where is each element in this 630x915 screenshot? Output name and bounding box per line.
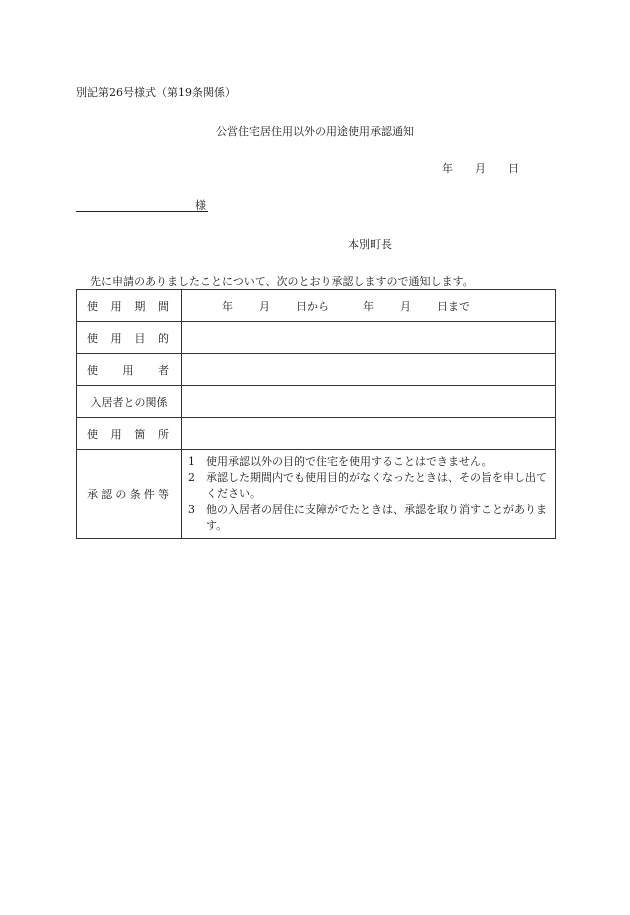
conditions-label: 承 認 の 条 件 等 [77, 450, 182, 539]
table-row-period [77, 290, 556, 322]
relation-value [182, 386, 556, 418]
document-title: 公営住宅居住用以外の用途使用承認通知 [216, 125, 414, 138]
date-day-label: 日 [508, 162, 519, 175]
issue-date [442, 160, 519, 176]
addressee-honorific: 様 [195, 199, 206, 212]
period-label: 使 用 期 間 [77, 290, 182, 322]
period-year-end: 年 [363, 299, 374, 313]
purpose-value [182, 322, 556, 354]
table-row-purpose [77, 322, 556, 354]
relation-label: 入居者との関係 [77, 386, 182, 418]
issuer: 本別町長 [348, 238, 392, 251]
period-value [182, 290, 556, 322]
addressee-line [76, 199, 208, 212]
condition-item: 2 承認した期間内でも使用目的がなくなったときは、その旨を申し出てください。 [188, 471, 547, 500]
table-row-relation [77, 386, 556, 418]
form-number: 別記第26号様式（第19条関係） [76, 86, 236, 99]
user-value [182, 354, 556, 386]
period-day-end: 日まで [437, 299, 470, 313]
condition-item: 3 他の入居者の居住に支障がでたときは、承認を取り消すことがあります。 [188, 503, 547, 532]
location-value [182, 418, 556, 450]
date-year-label: 年 [442, 162, 453, 175]
conditions-value [182, 450, 556, 539]
period-day-start: 日から [296, 299, 329, 313]
purpose-label: 使 用 目 的 [77, 322, 182, 354]
location-label: 使 用 箇 所 [77, 418, 182, 450]
table-row-conditions [77, 450, 556, 539]
intro-text: 先に申請のありましたことについて、次のとおり承認しますので通知します。 [90, 275, 474, 288]
period-year-start: 年 [222, 299, 233, 313]
period-month-start: 月 [259, 299, 270, 313]
approval-table [76, 289, 556, 539]
date-month-label: 月 [475, 162, 486, 175]
period-month-end: 月 [400, 299, 411, 313]
condition-item: 1 使用承認以外の目的で住宅を使用することはできません。 [188, 455, 493, 468]
table-row-location [77, 418, 556, 450]
user-label: 使 用 者 [77, 354, 182, 386]
table-row-user [77, 354, 556, 386]
